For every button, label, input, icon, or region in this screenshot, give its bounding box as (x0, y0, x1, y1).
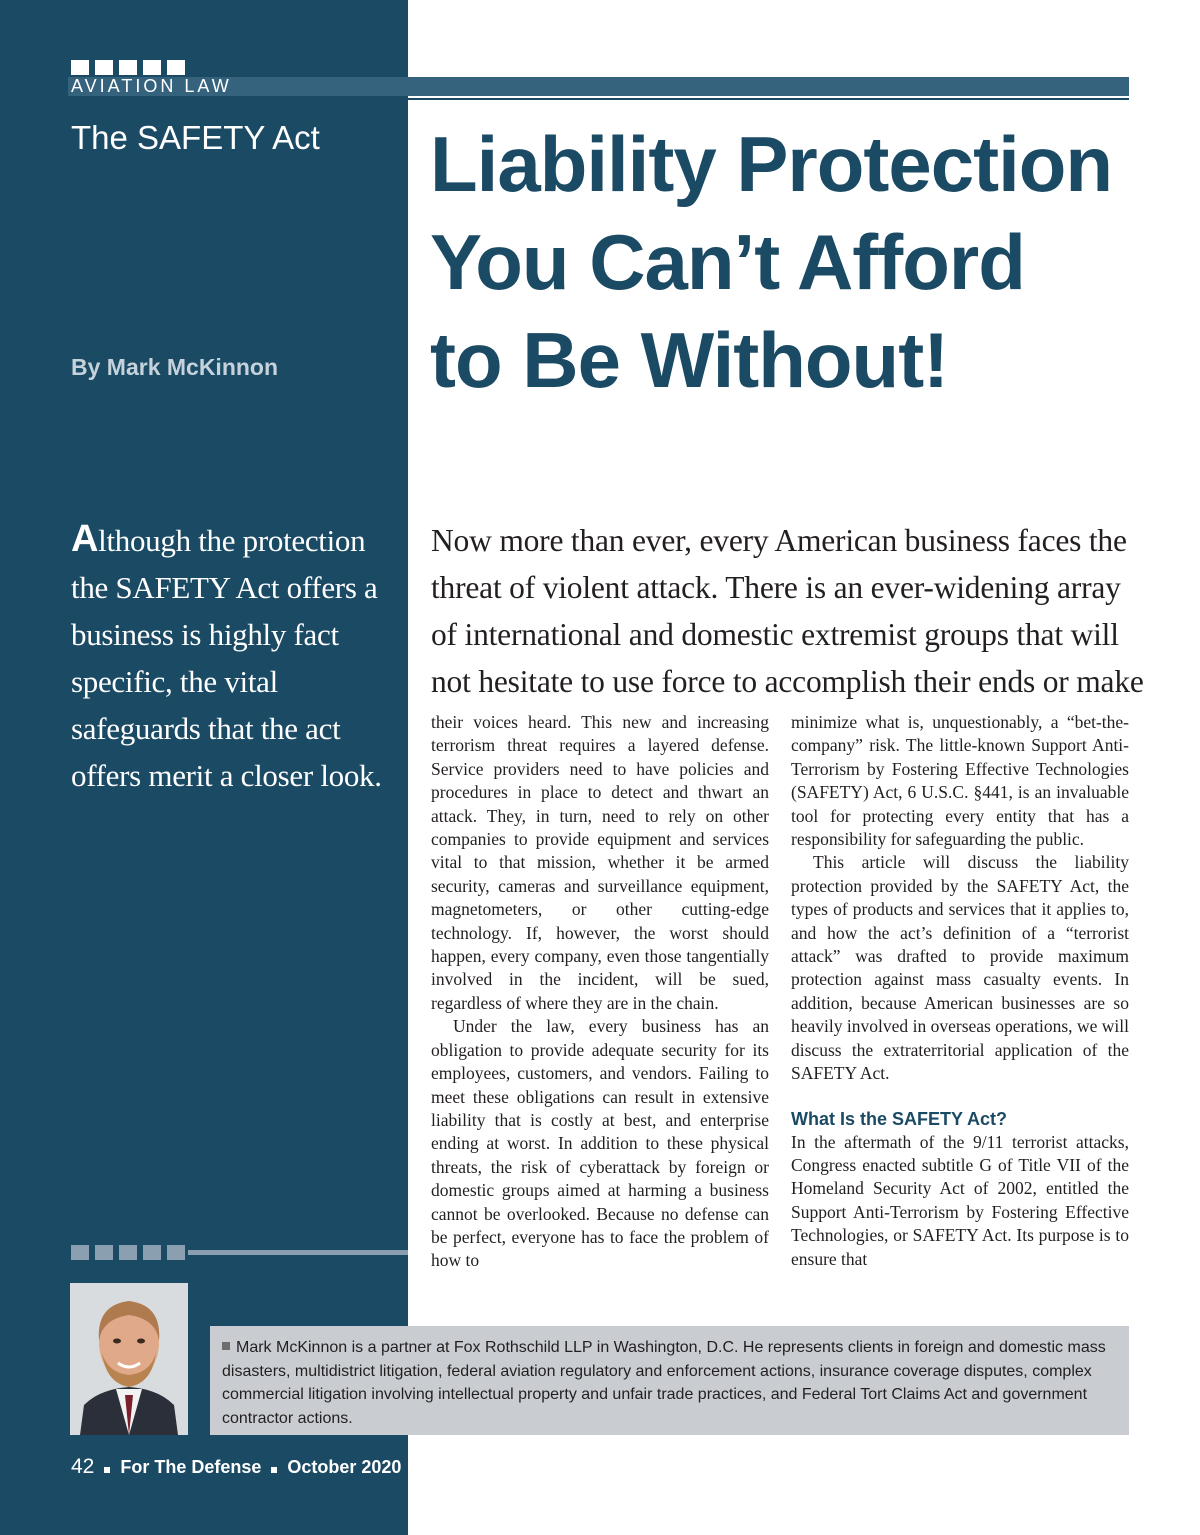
byline: By Mark McKinnon (71, 354, 279, 380)
page-footer (71, 1455, 401, 1479)
footer-separator-icon (104, 1467, 110, 1473)
bio-marker-line (188, 1250, 408, 1255)
body-paragraph: This article will discuss the liability protection provided by the SAFETY Act, the types of products and services that it applies to, and how the act’s definition of a “terrorist attack” was drafted to provide maximum protection against mass casualty events. In addition, because American businesses are so heavily involved in overseas operations, we will discuss the extraterritorial application of the SAFETY Act. (791, 852, 1129, 1084)
pull-quote-text: lthough the protection the SAFETY Act offers a business is highly fact specific, the vital safeguards that the act offers merit a closer look. (71, 523, 382, 793)
body-paragraph: In the aftermath of the 9/11 terrorist attacks, Congress enacted subtitle G of Title VII of the Homeland Security Act of 2002, entitled the Support Anti-Terrorism by Fostering Effective Technologies, or SAFETY Act. Its purpose is to ensure that (791, 1131, 1129, 1269)
bullet-square-icon (222, 1342, 230, 1350)
section-bar-right (408, 77, 1129, 96)
author-bio-text: Mark McKinnon is a partner at Fox Rothschild LLP in Washington, D.C. He represents clients in foreign and domestic mass disasters, multidistrict litigation, federal aviation regulatory and enforcement actions, insurance coverage disputes, complex commercial litigation involving intellectual property and unfair trade practices, and Federal Tort Claims Act and government contractor actions. (222, 1339, 1106, 1427)
body-paragraph: Under the law, every business has an obligation to provide adequate security for its employees, customers, and vendors. Failing to meet these obligations can result in extensive liability that is costly at best, and enterprise ending at worst. In addition to these physical threats, the risk of cyberattack by foreign or domestic groups aimed at harming a business cannot be overlooked. Because no defense can be perfect, everyone has to face the problem of how to (431, 1016, 769, 1271)
author-bio-box (210, 1326, 1129, 1435)
section-marker-squares (71, 60, 185, 75)
body-paragraph: their voices heard. This new and increasing terrorism threat requires a layered defense. Service providers need to have policies and procedures in place to detect and thwart an attack. They, in turn, need to rely on other companies to provide equipment and services vital to that mission, whether it be armed security, cameras and surveillance equipment, magnetometers, or other cutting-edge technology. If, however, the worst should happen, every company, even those tangentially involved in the incident, will be sued, regardless of where they are in the chain. (431, 712, 769, 1013)
article-subtitle: The SAFETY Act (71, 119, 320, 156)
bio-marker-squares (71, 1245, 185, 1260)
body-column-1 (431, 711, 769, 1273)
section-underline (408, 98, 1129, 100)
author-photo (70, 1283, 188, 1435)
headline-line-3: to Be Without! (430, 316, 949, 404)
article-headline (430, 115, 1170, 409)
body-paragraph: minimize what is, unquestionably, a “bet-the-company” risk. The little-known Support Anti-Terrorism by Fostering Effective Technologies (SAFETY) Act, 6 U.S.C. §441, is an invaluable tool for protecting every entity that has a responsibility for safeguarding the public. (791, 712, 1129, 850)
body-column-2 (791, 711, 1129, 1271)
section-label: AVIATION LAW (71, 76, 232, 96)
headline-line-2: You Can’t Afford (430, 218, 1025, 306)
author-bio (222, 1336, 1112, 1430)
lede-paragraph: Now more than ever, every American business faces the threat of violent attack. There is an ever-widening array of international and domestic extremist groups that will not hesitate to use force to accomplish their ends or make (431, 523, 1144, 699)
publication-name: For The Defense (120, 1457, 262, 1477)
section-heading: What Is the SAFETY Act? (791, 1108, 1008, 1129)
footer-separator-icon (271, 1467, 277, 1473)
pull-quote-dropcap: A (71, 518, 99, 560)
headline-line-1: Liability Protection (430, 120, 1113, 208)
pull-quote (71, 516, 391, 799)
issue-date: October 2020 (287, 1457, 402, 1477)
author-portrait-image (70, 1283, 188, 1435)
page-number: 42 (71, 1455, 95, 1478)
